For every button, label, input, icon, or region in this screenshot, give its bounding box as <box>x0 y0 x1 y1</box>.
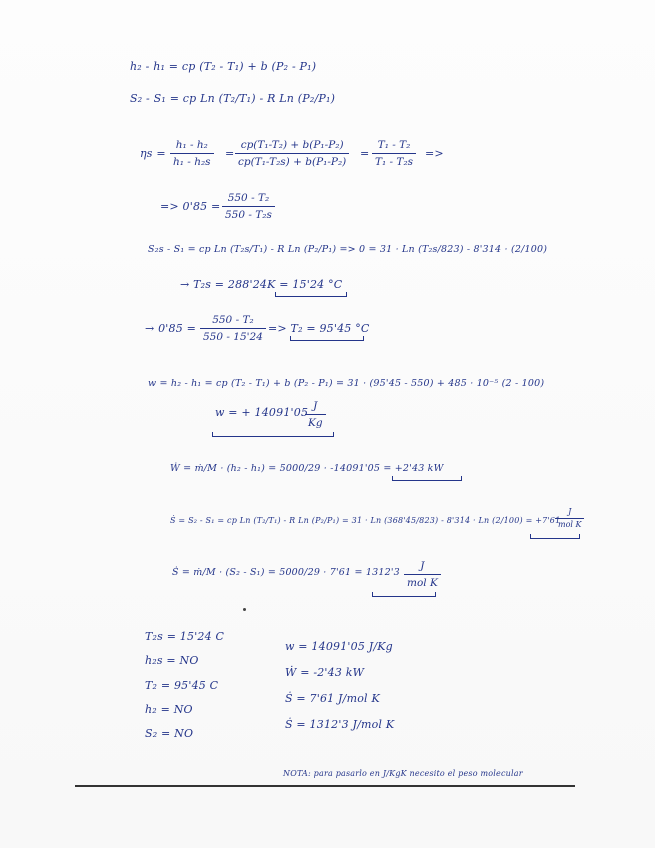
efficiency-fraction-1-num: h₁ - h₂ <box>170 138 214 154</box>
efficiency-lhs: ηs = <box>140 147 166 160</box>
summary-s2: S₂ = NO <box>145 727 194 740</box>
t2-result: => T₂ = 95'45 °C <box>268 322 370 335</box>
entropy-rate-unit-den: mol K <box>407 577 438 589</box>
entropy-change-underline <box>530 534 580 539</box>
work-unit-den: Kg <box>308 417 323 429</box>
efficiency-fraction-2-num: cp(T₁-T₂) + b(P₁-P₂) <box>235 138 349 154</box>
work-equation: w = h₂ - h₁ = cp (T₂ - T₁) + b (P₂ - P₁) = 31 · (95'45 - 550) + 485 · 10⁻⁵ (2 - 100) <box>148 378 545 389</box>
efficiency-value-fraction <box>222 191 275 222</box>
entropy-change-unit <box>555 507 584 530</box>
efficiency-value-lhs: => 0'85 = <box>160 200 221 213</box>
efficiency-fraction-2 <box>235 138 349 169</box>
summary-entropy: Ṡ = 7'61 J/mol K <box>285 692 380 705</box>
summary-work: w = 14091'05 J/Kg <box>285 640 393 653</box>
t2-equation-num: 550 - T₂ <box>200 313 266 329</box>
entropy-rate-underline <box>372 592 436 597</box>
efficiency-fraction-3 <box>372 138 416 169</box>
work-underline <box>212 432 334 437</box>
t2-underline <box>290 336 364 341</box>
entropy-rate-unit <box>404 559 441 590</box>
summary-power: Ẇ = -2'43 kW <box>285 666 365 679</box>
summary-t2s: T₂s = 15'24 C <box>145 630 225 643</box>
efficiency-fraction-2-den: cp(T₁-T₂s) + b(P₁-P₂) <box>238 156 347 168</box>
summary-h2: h₂ = NO <box>145 703 193 716</box>
t2-equation-den: 550 - 15'24 <box>203 331 263 343</box>
entropy-rate-equation: Ṡ = ṁ/M · (S₂ - S₁) = 5000/29 · 7'61 = 1312'3 <box>172 567 400 578</box>
work-result: w = + 14091'05 <box>215 406 309 419</box>
efficiency-fraction-1-den: h₁ - h₂s <box>173 156 211 168</box>
isentropic-entropy-equation: S₂s - S₁ = cp Ln (T₂s/T₁) - R Ln (P₂/P₁) => 0 = 31 · Ln (T₂s/823) - 8'314 · (2/100) <box>148 244 548 255</box>
equals-sign: = <box>360 147 370 160</box>
work-unit <box>305 399 326 430</box>
enthalpy-equation: h₂ - h₁ = cp (T₂ - T₁) + b (P₂ - P₁) <box>130 60 317 73</box>
summary-entropy-rate: Ṡ = 1312'3 J/mol K <box>285 718 395 731</box>
entropy-change-equation: Ṡ = S₂ - S₁ = cp Ln (T₂/T₁) - R Ln (P₂/P₁) = 31 · Ln (368'45/823) - 8'314 · Ln (2/100) = +7'61 <box>170 516 561 525</box>
t2s-result: → T₂s = 288'24K = 15'24 °C <box>180 278 343 291</box>
equals-sign: = <box>225 147 235 160</box>
entropy-equation: S₂ - S₁ = cp Ln (T₂/T₁) - R Ln (P₂/P₁) <box>130 92 336 105</box>
entropy-change-unit-num: J <box>555 507 584 519</box>
power-underline <box>392 476 462 481</box>
efficiency-fraction-1 <box>170 138 214 169</box>
efficiency-value-den: 550 - T₂s <box>225 209 272 221</box>
efficiency-fraction-3-num: T₁ - T₂ <box>372 138 416 154</box>
work-unit-num: J <box>305 399 326 415</box>
t2-equation-fraction <box>200 313 266 344</box>
power-equation: Ẇ = ṁ/M · (h₂ - h₁) = 5000/29 · -14091'05 = +2'43 kW <box>170 463 444 474</box>
stray-mark <box>243 608 246 611</box>
summary-h2s: h₂s = NO <box>145 654 199 667</box>
implies-arrow: => <box>425 147 444 160</box>
entropy-change-unit-den: mol K <box>558 520 582 529</box>
t2-equation-lhs: → 0'85 = <box>145 322 197 335</box>
footnote: NOTA: para pasarlo en J/KgK necesito el peso molecular <box>283 769 523 778</box>
t2s-underline <box>275 292 347 297</box>
summary-t2: T₂ = 95'45 C <box>145 679 219 692</box>
efficiency-value-num: 550 - T₂ <box>222 191 275 207</box>
entropy-rate-unit-num: J <box>404 559 441 575</box>
page-bottom-edge <box>75 785 575 787</box>
efficiency-fraction-3-den: T₁ - T₂s <box>375 156 414 168</box>
